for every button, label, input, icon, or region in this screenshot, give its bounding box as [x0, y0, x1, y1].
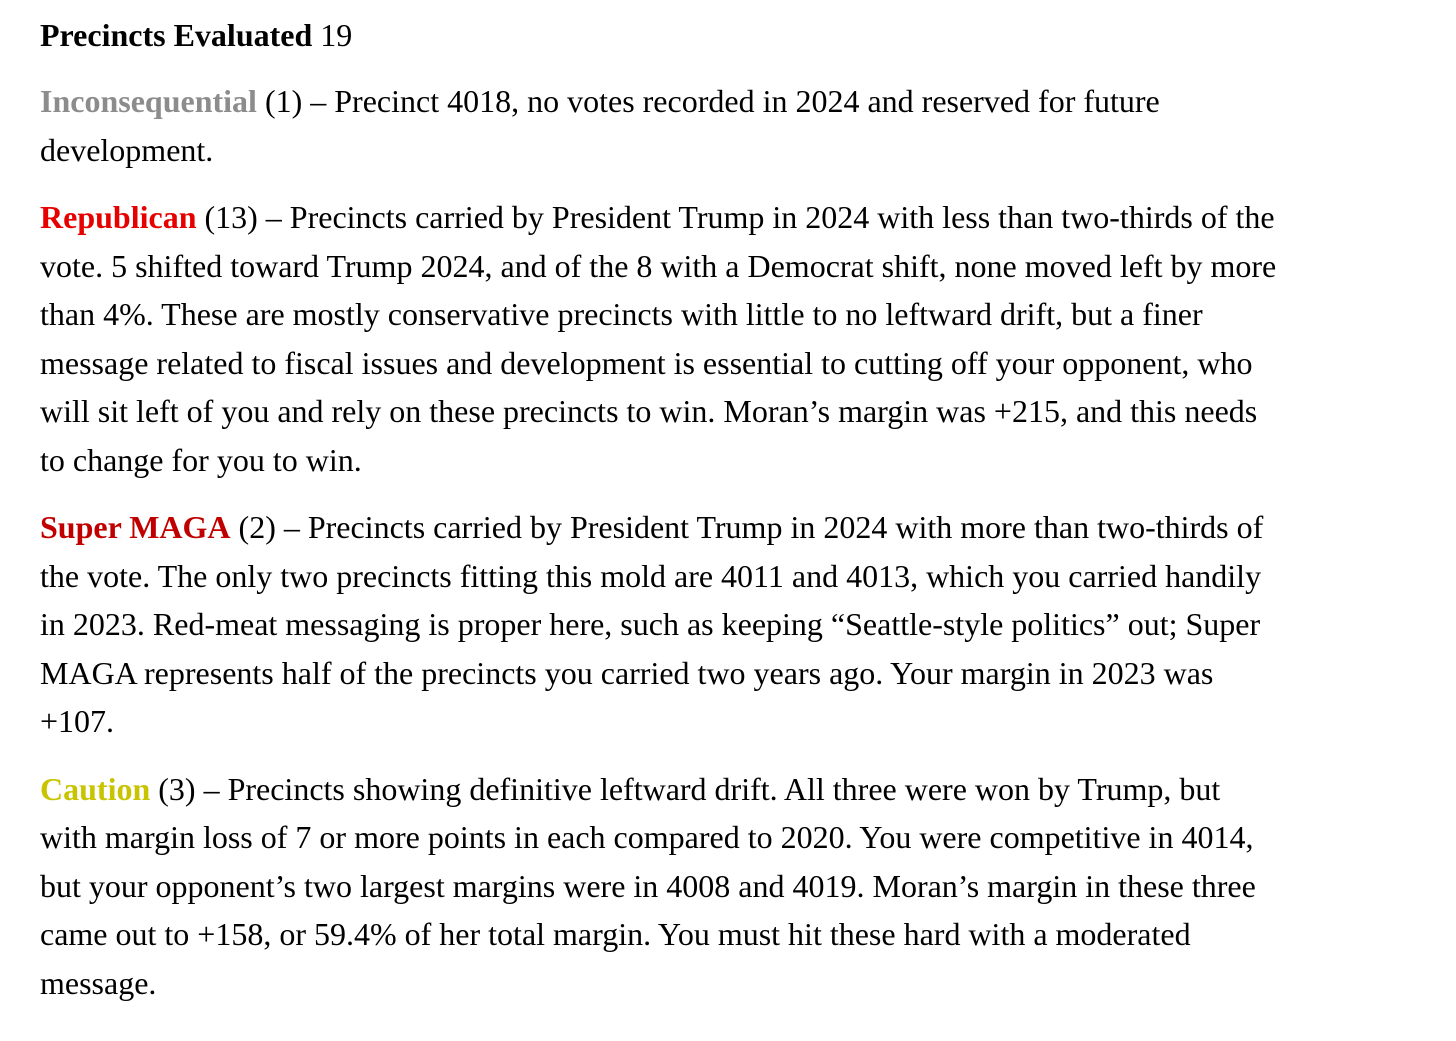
category-count: (13): [204, 199, 258, 235]
category-label-republican: Republican: [40, 199, 197, 235]
section-super-maga: [40, 503, 1436, 746]
section-line: development.: [40, 131, 214, 168]
section-line: +107.: [40, 703, 115, 739]
section-line: [40, 503, 1436, 552]
section-line: message.: [40, 964, 157, 1001]
precincts-evaluated-heading: [40, 13, 1436, 57]
section-line: the vote. The only two precincts fitting this mold are 4011 and 4013, which you carried handily: [40, 557, 1262, 594]
section-line: [40, 765, 1436, 814]
section-line: vote. 5 shifted toward Trump 2024, and of the 8 with a Democrat shift, none moved left by more: [40, 247, 1277, 284]
section-line: came out to +158, or 59.4% of her total margin. You must hit these hard with a moderated: [40, 916, 1191, 952]
section-text: – Precincts showing definitive leftward drift. All three were won by Trump, but: [203, 770, 1221, 807]
section-text: – Precincts carried by President Trump in 2024 with less than two-thirds of the: [265, 199, 1275, 235]
category-count: (3): [158, 770, 196, 807]
section-line: [40, 77, 1436, 126]
category-label-caution: Caution: [40, 770, 151, 807]
section-line: MAGA represents half of the precincts you carried two years ago. Your margin in 2023 was: [40, 654, 1214, 691]
category-count: (1): [264, 83, 303, 119]
section-line: message related to fiscal issues and development is essential to cutting off your opponent, who: [40, 344, 1253, 381]
category-label-super-maga: Super MAGA: [40, 509, 231, 545]
section-text: – Precinct 4018, no votes recorded in 2024 and reserved for future: [310, 83, 1160, 119]
section-line: than 4%. These are mostly conservative precincts with little to no leftward drift, but a finer: [40, 296, 1203, 332]
section-inconsequential: [40, 77, 1436, 174]
section-line: but your opponent’s two largest margins were in 4008 and 4019. Moran’s margin in these three: [40, 867, 1256, 904]
section-line: [40, 193, 1436, 242]
precincts-evaluated-label: Precincts Evaluated: [40, 17, 313, 53]
section-caution: [40, 765, 1436, 1008]
section-line: to change for you to win.: [40, 441, 362, 478]
category-label-inconsequential: Inconsequential: [40, 83, 257, 119]
category-count: (2): [238, 509, 276, 545]
section-text: – Precincts carried by President Trump in 2024 with more than two-thirds of: [283, 509, 1264, 545]
section-line: will sit left of you and rely on these precincts to win. Moran’s margin was +215, and this needs: [40, 393, 1258, 429]
section-republican: [40, 193, 1436, 484]
section-line: in 2023. Red-meat messaging is proper here, such as keeping “Seattle-style politics” out; Super: [40, 606, 1261, 642]
precincts-evaluated-count: 19: [320, 17, 353, 53]
section-line: with margin loss of 7 or more points in each compared to 2020. You were competitive in 4014,: [40, 819, 1254, 855]
